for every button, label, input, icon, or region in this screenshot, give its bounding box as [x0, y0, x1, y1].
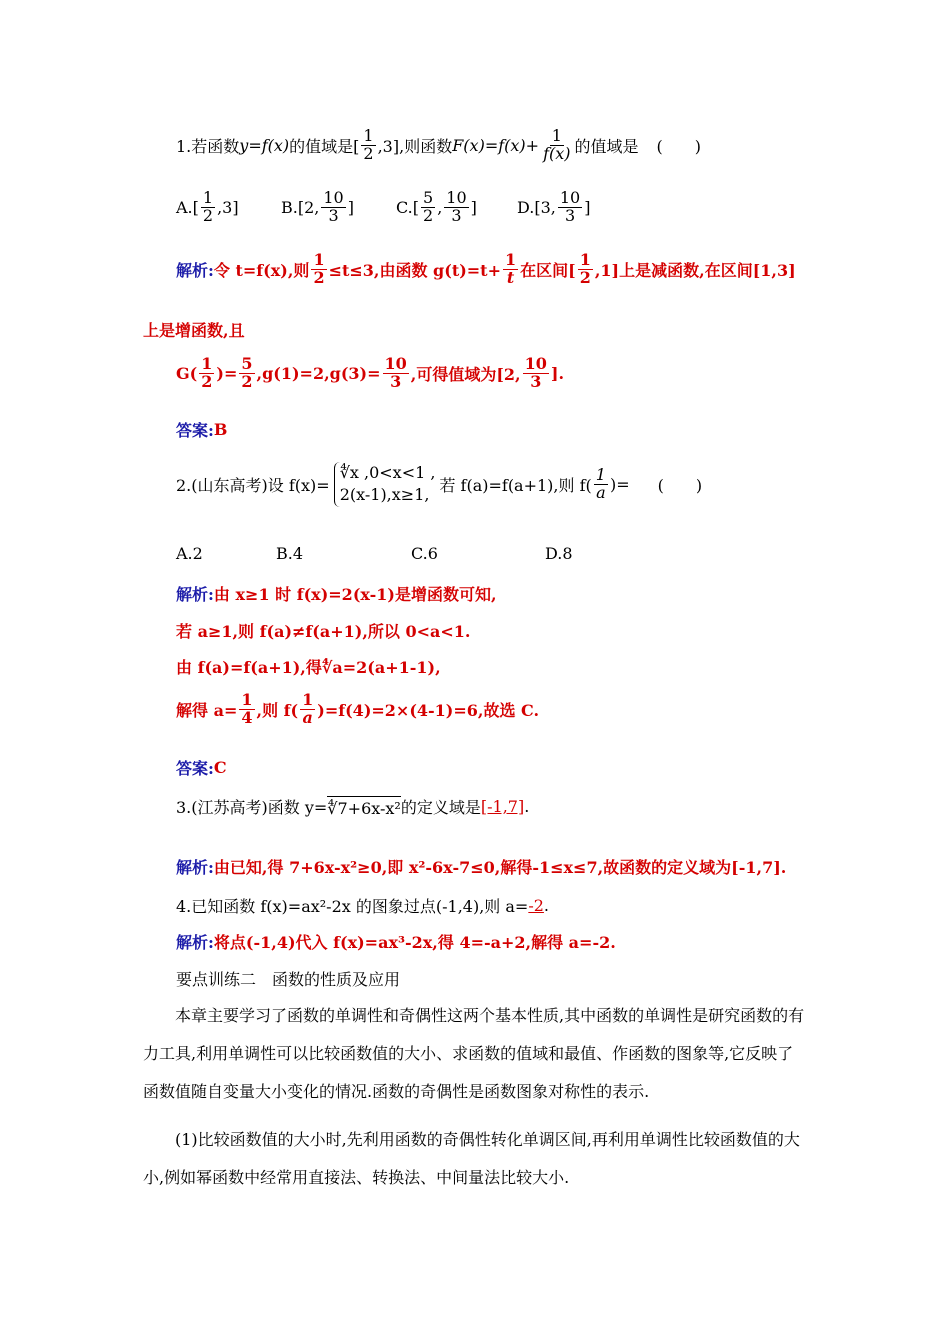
q3-solution: 解析: 由已知,得 7+6x-x²≥0,即 x²-6x-7≤0,解得-1≤x≤7,故函数的定义域为[-1,7]. — [176, 855, 786, 878]
q1-stem-prefix: 1.若函数 — [176, 136, 240, 156]
q2-piecewise — [334, 462, 436, 507]
q1-stem-mid2: ,3],则函数 — [377, 136, 453, 156]
q2-stem-end: )= — [609, 474, 630, 494]
section-paragraph-2: (1)比较函数值的大小时,先利用函数的奇偶性转化单调区间,再利用单调性比较函数值的大小,例如幂函数中经常用直接法、转换法、中间量法比较大小. — [143, 1130, 800, 1187]
q2-option-c: C.6 — [411, 544, 438, 563]
q1-answer-paren: ( ) — [656, 136, 702, 156]
q1-option-b: B.[2, $\frac{10}{3}$ ] — [281, 188, 354, 225]
q1-option-c: C.[ $\frac{5}{2}$ , $\frac{10}{3}$ ] — [396, 188, 477, 225]
q2-option-a: A.2 — [176, 544, 203, 563]
q2-solution-line2: 若 a≥1,则 f(a)≠f(a+1),所以 0<a<1. — [176, 622, 471, 641]
q1-options — [176, 190, 590, 225]
q2-answer-label: 答案: — [176, 759, 214, 778]
q2-stem: 2.(山东高考)设 f(x)= ∜x ,0<x<1 , 2(x-1),x≥1, 若 f(a)=f(a+1),则 f( $\frac{1}{a}$ )= ( ) — [176, 462, 702, 507]
q1-stem-mid: 的值域是[ — [289, 136, 360, 156]
q1-fraction-half: $\frac{1}{2}$ — [363, 126, 374, 163]
q4-answer: -2 — [528, 896, 544, 915]
q3-stem-mid: 的定义域是 — [400, 798, 481, 817]
q2-options — [176, 544, 573, 563]
q2-solution-label: 解析: — [176, 585, 214, 604]
q2-solution-line1: 解析: 由 x≥1 时 f(x)=2(x-1)是增函数可知, — [176, 582, 497, 605]
q2-case1: ∜x ,0<x<1 , — [339, 463, 436, 482]
q1-F-expr: F(x)=f(x)+ — [452, 135, 540, 155]
q4-stem: 4.已知函数 f(x)=ax²-2x 的图象过点(-1,4),则 a= -2 . — [176, 896, 550, 916]
q2-solution-line4: 解得 a= $\frac{1}{4}$ ,则 f( $\frac{1}{a}$ )=f(4)=2×(4-1)=6,故选 C. — [176, 690, 540, 727]
q1-solution-line1: 解析: 令 t=f(x),则 $\frac{1}{2}$ ≤t≤3,由函数 g(t)=t+ $\frac{1}{t}$ 在区间[ $\frac{1}{2}$ ,1]上是减函数,在区间[1,3] — [176, 250, 796, 287]
q1-answer-value: B — [213, 420, 228, 439]
q1-option-a: A.[ $\frac{1}{2}$ ,3] — [176, 188, 239, 225]
q1-function-expr: y=f(x) — [239, 135, 290, 155]
q3-solution-label: 解析: — [176, 858, 214, 877]
q1-solution-line2: 上是增函数,且 — [143, 321, 245, 340]
q1-answer-label: 答案: — [176, 421, 214, 440]
q2-stem-post: 若 f(a)=f(a+1),则 f( — [439, 475, 592, 495]
q4-solution: 解析: 将点(-1,4)代入 f(x)=ax³-2x,得 4=-a+2,解得 a=-2. — [176, 930, 616, 953]
q3-stem: 3.(江苏高考)函数 y= ∜7+6x-x² 的定义域是 [-1,7] . — [176, 797, 530, 818]
q1-fraction-recip: $\frac{1}{f(x)}$ — [543, 126, 571, 163]
section-title: 要点训练二 函数的性质及应用 — [176, 970, 401, 989]
q4-stem-prefix: 4.已知函数 f(x)=ax²-2x 的图象过点(-1,4),则 a= — [176, 897, 529, 916]
q2-answer-value: C — [213, 758, 227, 777]
q1-solution-line3: G( $\frac{1}{2}$ )= $\frac{5}{2}$ ,g(1)=2,g(3)= $\frac{10}{3}$ ,可得值域为[2, $\frac{10}{3}$ ]. — [176, 354, 565, 391]
q2-answer — [176, 756, 227, 779]
q3-stem-prefix: 3.(江苏高考)函数 y= — [176, 798, 328, 817]
q3-radical: ∜7+6x-x² — [327, 796, 401, 818]
q1-answer — [176, 418, 227, 441]
q2-case2: 2(x-1),x≥1, — [339, 485, 430, 505]
q2-answer-paren: ( ) — [657, 475, 703, 495]
q2-option-d: D.8 — [545, 544, 573, 563]
q1-solution-label: 解析: — [176, 260, 214, 280]
q4-solution-label: 解析: — [176, 933, 214, 952]
q2-option-b: B.4 — [276, 544, 304, 563]
q1-option-d: D.[3, $\frac{10}{3}$ ] — [517, 188, 591, 225]
q1-stem — [176, 128, 701, 163]
q2-solution-line3: 由 f(a)=f(a+1),得∜a=2(a+1-1), — [176, 658, 441, 677]
section-paragraph-1: 本章主要学习了函数的单调性和奇偶性这两个基本性质,其中函数的单调性是研究函数的有力工具,利用单调性可以比较函数值的大小、求函数的值域和最值、作函数的图象等,它反映了函数值随自变量大小变化的情况.函数的奇偶性是函数图象对称性的表示. — [143, 1006, 805, 1101]
q3-answer: [-1,7] — [480, 797, 525, 816]
q2-stem-prefix: 2.(山东高考)设 f(x)= — [176, 475, 330, 495]
q1-stem-post: 的值域是 — [574, 136, 639, 156]
